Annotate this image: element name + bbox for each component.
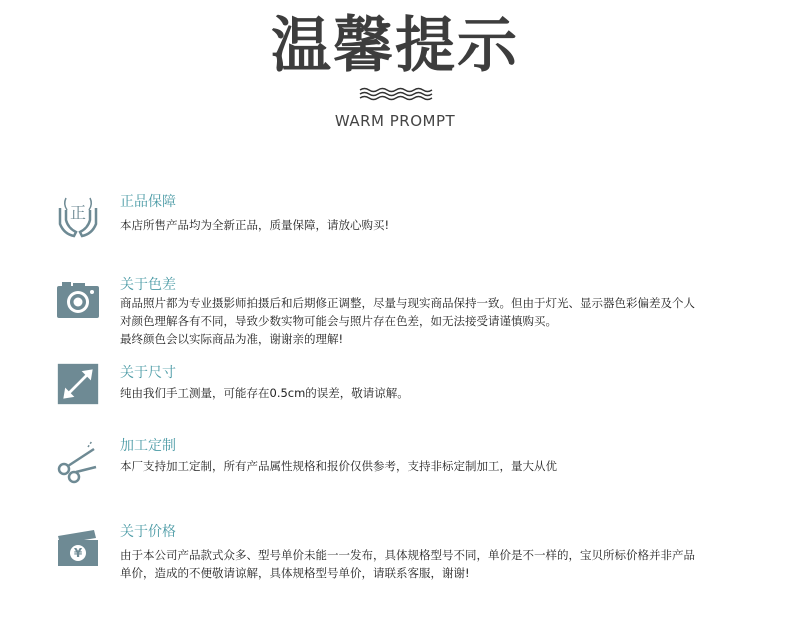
yen-icon-text: ¥ [73, 546, 83, 560]
section-body [120, 457, 760, 475]
body-line: 最终颜色会以实际商品为准，谢谢亲的理解! [120, 332, 344, 346]
camera-icon [54, 277, 102, 325]
body-line: 商品照片都为专业摄影师拍摄后和后期修正调整，尽量与现实商品保持一致。但由于灯光、显示器色彩偏差及个人 [120, 296, 695, 310]
resize-arrow-icon [56, 362, 100, 406]
genuine-icon-text: 正 [69, 203, 87, 222]
section-body [120, 546, 760, 582]
body-line: 纯由我们手工测量，可能存在0.5cm的误差，敬请谅解。 [120, 386, 409, 400]
section-body [120, 384, 760, 402]
body-line: 由于本公司产品款式众多、型号单价未能一一发布，具体规格型号不同，单价是不一样的，宝贝所标价格并非产品 [120, 548, 695, 562]
body-line: 单价，造成的不便敬请谅解，具体规格型号单价，请联系客服，谢谢! [120, 566, 470, 580]
section-heading: 关于价格 [120, 524, 176, 540]
section-heading: 正品保障 [120, 194, 176, 210]
wave-divider-icon [358, 86, 434, 102]
page-subtitle: WARM PROMPT [334, 112, 456, 130]
hands-genuine-icon [54, 194, 102, 242]
body-line: 本店所售产品均为全新正品，质量保障，请放心购买! [120, 218, 390, 232]
yen-banknote-icon [54, 524, 102, 572]
section-body [120, 216, 760, 234]
section-heading: 关于尺寸 [120, 365, 176, 381]
section-body [120, 294, 760, 348]
body-line: 本厂支持加工定制，所有产品属性规格和报价仅供参考，支持非标定制加工，量大从优 [120, 459, 557, 473]
section-heading: 关于色差 [120, 277, 176, 293]
scissors-icon [54, 437, 102, 485]
body-line: 对颜色理解各有不同，导致少数实物可能会与照片存在色差，如无法接受请谨慎购买。 [120, 314, 557, 328]
section-heading: 加工定制 [120, 438, 176, 454]
page-title: 温馨提示 [271, 11, 519, 81]
